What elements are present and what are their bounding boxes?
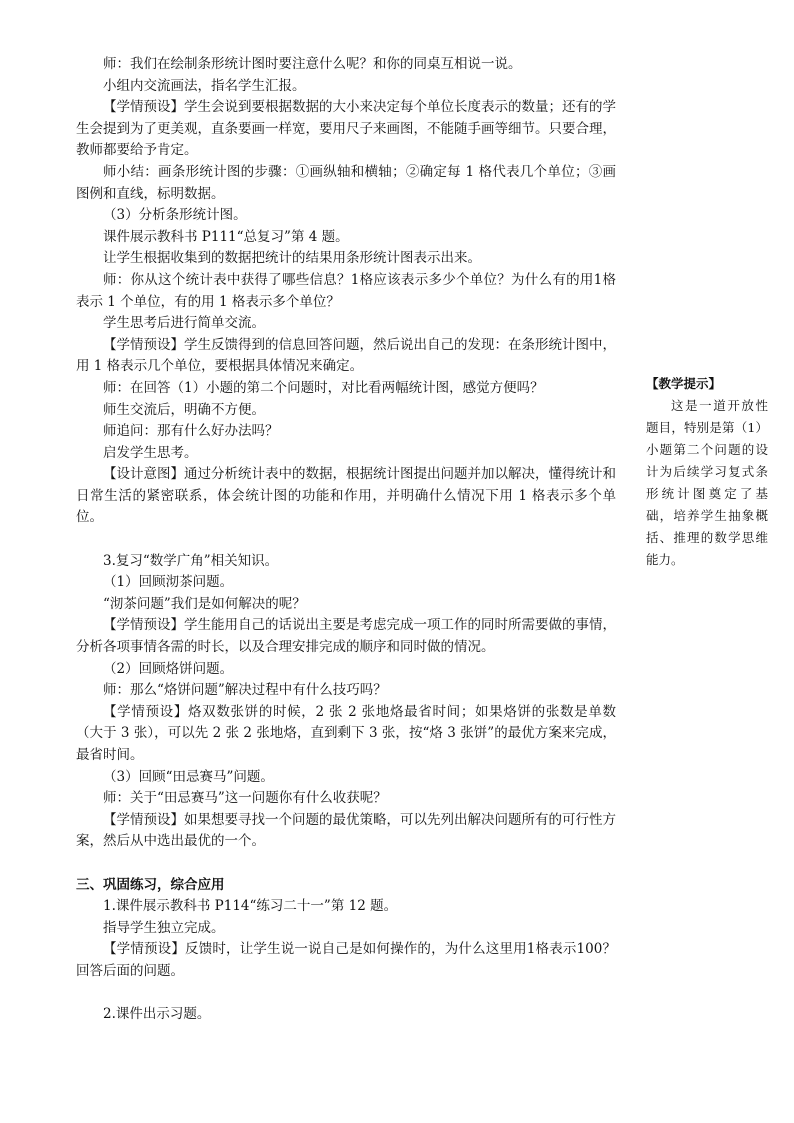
paragraph: 【学情预设】反馈时，让学生说一说自己是如何操作的，为什么这里用1格表示100？回答后面的问题。 — [76, 941, 616, 979]
paragraph: 师：那么“烙饼问题”解决过程中有什么技巧吗？ — [103, 682, 387, 699]
teaching-tip-sidebar — [646, 373, 768, 571]
main-content — [76, 54, 616, 1026]
paragraph: 让学生根据收集到的数据把统计的结果用条形统计图表示出来。 — [103, 250, 481, 267]
paragraph: 2.课件出示习题。 — [103, 1006, 211, 1023]
paragraph: 3.复习“数学广角”相关知识。 — [103, 552, 279, 569]
paragraph: 师：在回答（1）小题的第二个问题时，对比看两幅统计图，感觉方便吗？ — [103, 379, 544, 396]
paragraph: 师：我们在绘制条形统计图时要注意什么呢？和你的同桌互相说一说。 — [103, 56, 522, 72]
paragraph: （3）分析条形统计图。 — [103, 207, 247, 224]
paragraph: 师：关于“田忌赛马”这一问题你有什么收获呢？ — [103, 790, 387, 807]
paragraph: （1）回顾沏茶问题。 — [103, 574, 234, 591]
paragraph: 指导学生独立完成。 — [103, 919, 225, 936]
paragraph: 【学情预设】如果想要寻找一个问题的最优策略，可以先列出解决问题所有的可行性方案，然后从中选出最优的一个。 — [76, 811, 616, 850]
spacer — [76, 529, 616, 551]
paragraph: 【学情预设】学生反馈得到的信息回答问题，然后说出自己的发现：在条形统计图中，用 1 格表示几个单位，要根据具体情况来确定。 — [76, 336, 616, 375]
section-heading: 三、巩固练习，综合应用 — [76, 876, 225, 893]
paragraph: 1.课件展示教科书 P114“练习二十一”第 12 题。 — [103, 898, 398, 915]
paragraph: 【设计意图】通过分析统计表中的数据，根据统计图提出问题并加以解决，懂得统计和日常生活的紧密联系，体会统计图的功能和作用，并明确什么情况下用 1 格表示多个单位。 — [76, 466, 616, 526]
paragraph: 【学情预设】烙双数张饼的时候，2 张 2 张地烙最省时间；如果烙饼的张数是单数（大于 3 张），可以先 2 张 2 张地烙，直到剩下 3 张，按“烙 3 张饼”的最优方案来完成，最省时间。 — [76, 703, 616, 763]
paragraph: 师生交流后，明确不方便。 — [103, 401, 265, 418]
paragraph: 师追问：那有什么好办法吗？ — [103, 423, 279, 440]
paragraph: 小组内交流画法，指名学生汇报。 — [103, 77, 306, 94]
paragraph: “沏茶问题”我们是如何解决的呢？ — [103, 595, 306, 612]
paragraph: 启发学生思考。 — [103, 444, 198, 461]
paragraph: 师：你从这个统计表中获得了哪些信息？1格应该表示多少个单位？为什么有的用1格表示 1 个单位，有的用 1 格表示多个单位？ — [76, 271, 616, 310]
paragraph: 师小结：画条形统计图的步骤：①画纵轴和横轴；②确定每 1 格代表几个单位；③画图例和直线，标明数据。 — [76, 163, 616, 202]
spacer — [76, 853, 616, 875]
paragraph: 课件展示教科书 P111“总复习”第 4 题。 — [103, 228, 349, 245]
spacer — [76, 983, 616, 1005]
teaching-tip-body: 这是一道开放性题目，特别是第（1）小题第二个问题的设计为后续学习复式条形统计图奠定了基础，培养学生抽象概括、推理的数学思维能力。 — [646, 398, 768, 567]
paragraph: （2）回顾烙饼问题。 — [103, 660, 234, 677]
paragraph: （3）回顾“田忌赛马”问题。 — [103, 768, 274, 785]
paragraph: 学生思考后进行简单交流。 — [103, 315, 265, 332]
teaching-tip-title: 【教学提示】 — [646, 376, 722, 391]
paragraph: 【学情预设】学生能用自己的话说出主要是考虑完成一项工作的同时所需要做的事情，分析各项事情各需的时长，以及合理安排完成的顺序和同时做的情况。 — [76, 617, 616, 656]
paragraph: 【学情预设】学生会说到要根据数据的大小来决定每个单位长度表示的数量；还有的学生会提到为了更美观，直条要画一样宽，要用尺子来画图，不能随手画等细节。只要合理，教师都要给予肯定。 — [76, 99, 616, 159]
